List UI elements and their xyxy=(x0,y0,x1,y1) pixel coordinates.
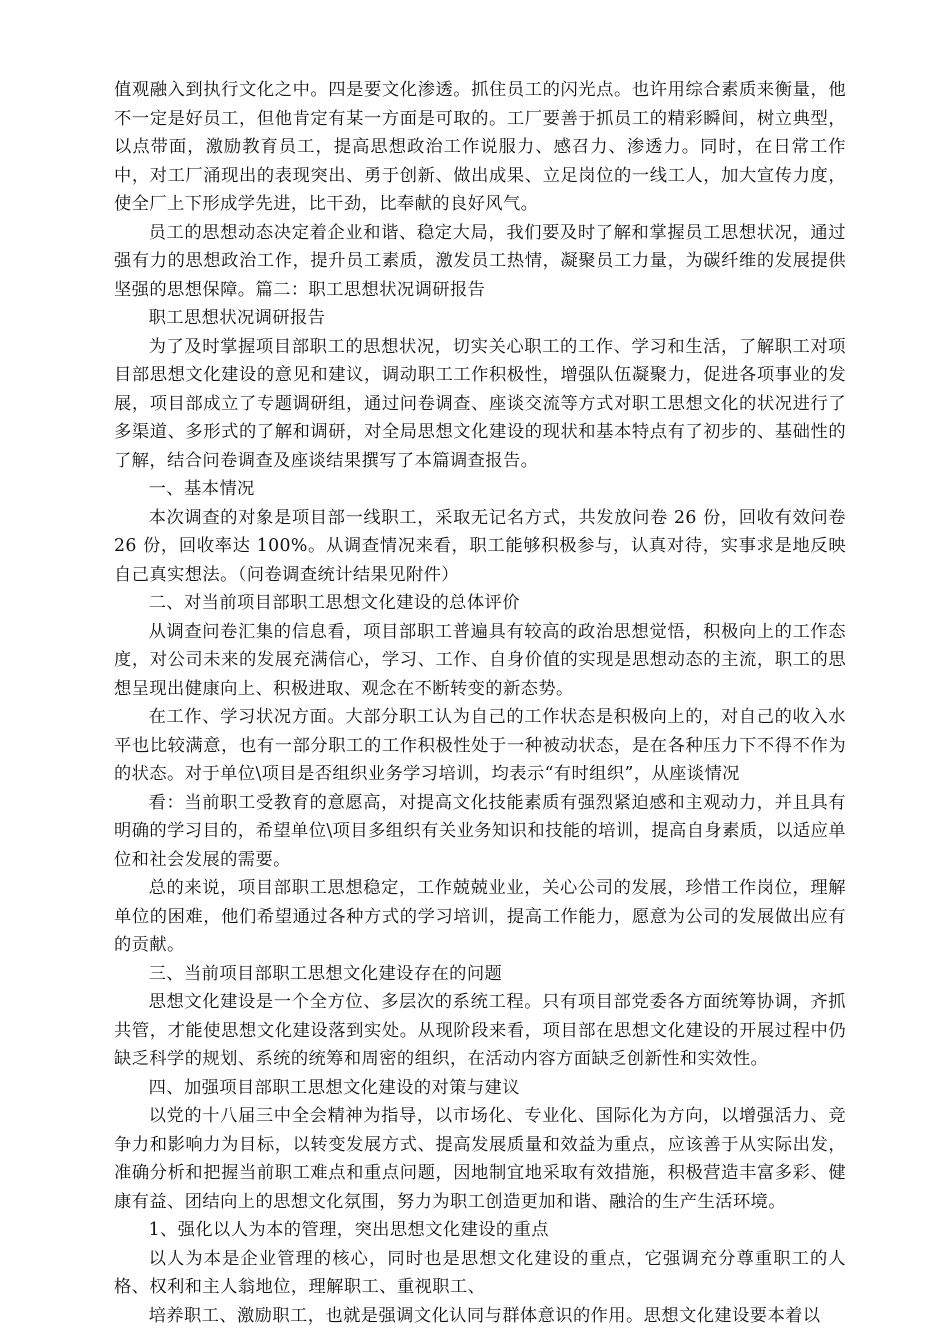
section-heading-suggestions: 四、加强项目部职工思想文化建设的对策与建议 xyxy=(148,1077,520,1098)
paragraph-training: 培养职工、激励职工，也就是强调文化认同与群体意识的作用。思想文化建设要本着以 xyxy=(148,1305,821,1326)
paragraph-education: 看：当前职工受教育的意愿高，对提高文化技能素质有强烈紧迫感和主观动力，并且具有明确的学习目的，希望单位\项目多组织有关业务知识和技能的培训，提高自身素质，以适应单位和社会发展的需要。 xyxy=(114,792,846,870)
paragraph-summary: 总的来说，项目部职工思想稳定，工作兢兢业业，关心公司的发展，珍惜工作岗位，理解单位的困难，他们希望通过各种方式的学习培训，提高工作能力，愿意为公司的发展做出应有的贡献。 xyxy=(114,878,846,955)
report-title: 职工思想状况调研报告 xyxy=(148,308,326,328)
section-heading-problems: 三、当前项目部职工思想文化建设存在的问题 xyxy=(148,963,503,984)
paragraph-guidance: 以党的十八届三中全会精神为指导，以市场化、专业化、国际化为方向，以增强活力、竞争力和影响力为目标，以转变发展方式、提高发展质量和效益为重点，应该善于从实际出发，准确分析和把握当前职工难点和重点问题，因地制宜地采取有效措施，积极营造丰富多彩、健康有益、团结向上的思想文化氛围，努力为职工创造更加和谐、融洽的生产生活环境。 xyxy=(114,1106,846,1212)
paragraph-problems: 思想文化建设是一个全方位、多层次的系统工程。只有项目部党委各方面统筹协调，齐抓共管，才能使思想文化建设落到实处。从现阶段来看，项目部在思想文化建设的开展过程中仍缺乏科学的规划、系统的统筹和周密的组织，在活动内容方面缺乏创新性和实效性。 xyxy=(114,992,846,1069)
document-page xyxy=(114,76,846,1330)
paragraph-survey-info: 从调查问卷汇集的信息看，项目部职工普遍具有较高的政治思想觉悟，积极向上的工作态度，对公司未来的发展充满信心，学习、工作、自身价值的实现是思想动态的主流，职工的思想呈现出健康向上、积极进取、观念在不断转变的新态势。 xyxy=(114,621,846,699)
section-heading-evaluation: 二、对当前项目部职工思想文化建设的总体评价 xyxy=(148,593,520,613)
paragraph-purpose: 为了及时掌握项目部职工的思想状况，切实关心职工的工作、学习和生活，了解职工对项目部思想文化建设的意见和建议，调动职工工作积极性，增强队伍凝聚力，促进各项事业的发展，项目部成立了专题调研组，通过问卷调查、座谈交流等方式对职工思想文化的状况进行了多渠道、多形式的了解和调研，对全局思想文化建设的现状和基本特点有了初步的、基础性的了解，结合问卷调查及座谈结果撰写了本篇调查报告。 xyxy=(114,336,846,471)
paragraph-people-oriented: 以人为本是企业管理的核心，同时也是思想文化建设的重点，它强调充分尊重职工的人格、权利和主人翁地位，理解职工、重视职工、 xyxy=(114,1248,846,1297)
section-heading-basic: 一、基本情况 xyxy=(148,479,255,499)
paragraph-work-study: 在工作、学习状况方面。大部分职工认为自己的工作状态是积极向上的，对自己的收入水平也比较满意，也有一部分职工的工作积极性处于一种被动状态，是在各种压力下不得不作为的状态。对于单位\项目是否组织业务学习培训，均表示“有时组织”，从座谈情况 xyxy=(114,707,846,784)
paragraph-survey: 本次调查的对象是项目部一线职工，采取无记名方式，共发放问卷 26 份，回收有效问卷 26 份，回收率达 100%。从调查情况来看，职工能够积极参与，认真对待，实事求是地反映自己真实想法。（问卷调查统计结果见附件） xyxy=(114,507,846,585)
paragraph-intro-continuation: 值观融入到执行文化之中。四是要文化渗透。抓住员工的闪光点。也许用综合素质来衡量，他不一定是好员工，但他肯定有某一方面是可取的。工厂要善于抓员工的精彩瞬间，树立典型，以点带面，激励教育员工，提高思想政治工作说服力、感召力、渗透力。同时，在日常工作中，对工厂涌现出的表现突出、勇于创新、做出成果、立足岗位的一线工人，加大宣传力度，使全厂上下形成学先进，比干劲，比奉献的良好风气。 xyxy=(114,80,846,214)
subheading-people-oriented: 1、强化以人为本的管理，突出思想文化建设的重点 xyxy=(148,1220,549,1240)
paragraph-employee-thought: 员工的思想动态决定着企业和谐、稳定大局，我们要及时了解和掌握员工思想状况，通过强有力的思想政治工作，提升员工素质，激发员工热情，凝聚员工力量，为碳纤维的发展提供坚强的思想保障。篇二：职工思想状况调研报告 xyxy=(114,222,846,300)
